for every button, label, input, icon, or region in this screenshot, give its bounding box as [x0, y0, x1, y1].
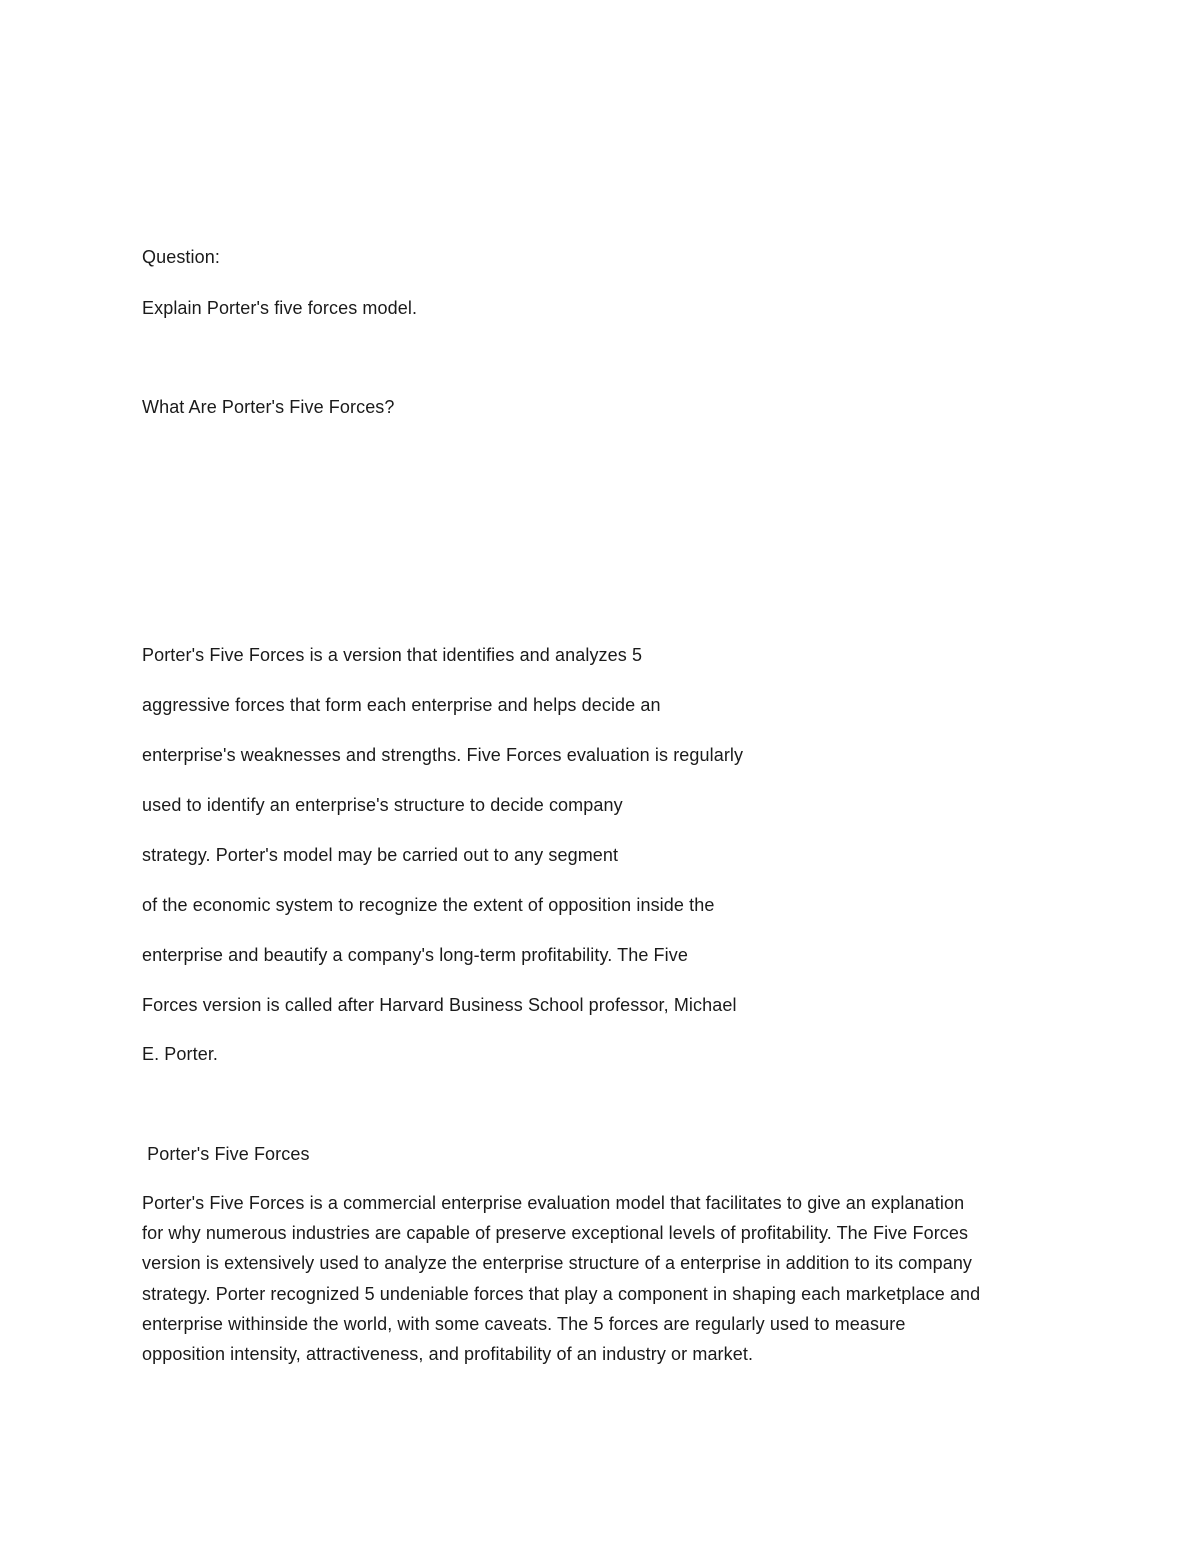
body-line: for why numerous industries are capable of preserve exceptional levels of profitability. The Five Forces	[142, 1223, 969, 1244]
definition-line: E. Porter.	[142, 1044, 219, 1064]
definition-line: of the economic system to recognize the extent of opposition inside the	[142, 895, 715, 915]
body-line: Porter's Five Forces is a commercial enterprise evaluation model that facilitates to give an explanation	[142, 1193, 965, 1213]
definition-line: aggressive forces that form each enterprise and helps decide an	[142, 695, 661, 715]
definition-line: strategy. Porter's model may be carried out to any segment	[142, 845, 619, 865]
body-line: version is extensively used to analyze the enterprise structure of a enterprise in addition to its company	[142, 1253, 973, 1274]
body-line: strategy. Porter recognized 5 undeniable forces that play a component in shaping each marketplace and	[142, 1283, 981, 1304]
section-heading: Porter's Five Forces	[142, 1144, 310, 1164]
definition-line: used to identify an enterprise's structure to decide company	[142, 795, 623, 815]
definition-line: enterprise and beautify a company's long-term profitability. The Five	[142, 945, 688, 965]
body-paragraph	[142, 1188, 1062, 1369]
definition-line: Porter's Five Forces is a version that identifies and analyzes 5	[142, 645, 643, 665]
subheading: What Are Porter's Five Forces?	[142, 397, 395, 417]
question-text: Explain Porter's five forces model.	[142, 298, 418, 318]
body-line: enterprise withinside the world, with some caveats. The 5 forces are regularly used to measure	[142, 1313, 906, 1334]
body-line: opposition intensity, attractiveness, and profitability of an industry or market.	[142, 1344, 754, 1365]
definition-line: enterprise's weaknesses and strengths. Five Forces evaluation is regularly	[142, 745, 744, 765]
definition-line: Forces version is called after Harvard Business School professor, Michael	[142, 995, 737, 1015]
question-label: Question:	[142, 247, 220, 267]
